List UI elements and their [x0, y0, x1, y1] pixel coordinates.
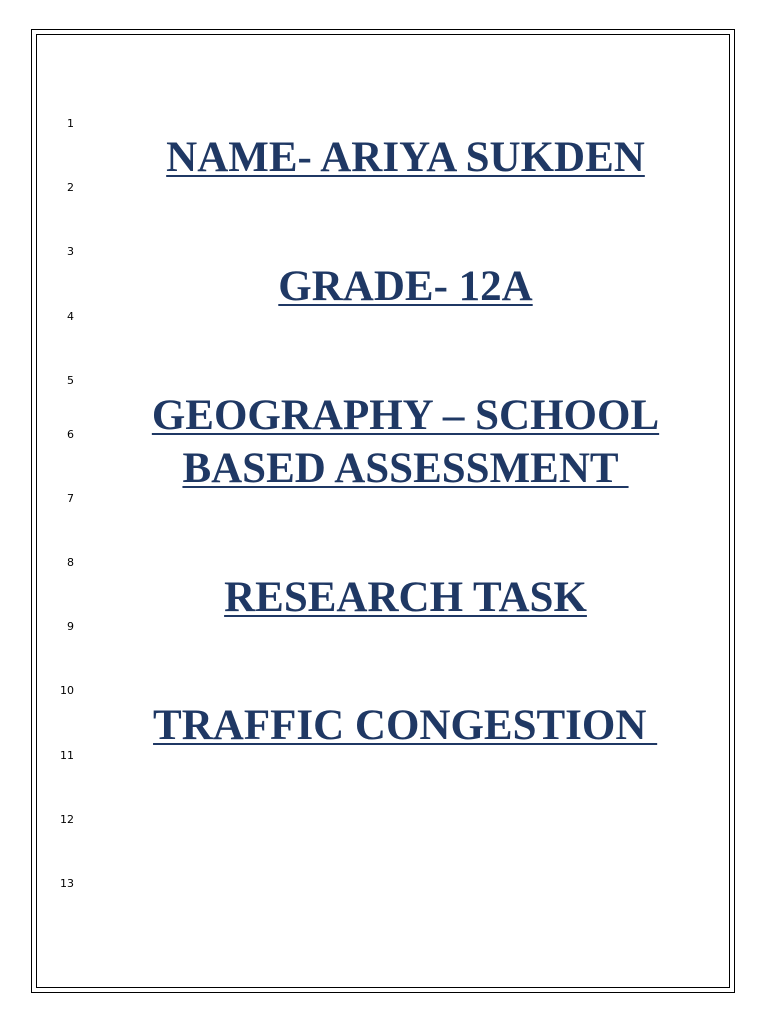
subject-text-line-2: BASED ASSESSMENT [182, 445, 629, 492]
line-number: 12 [60, 813, 74, 826]
grade-heading [60, 222, 708, 351]
student-name-text: NAME- ARIYA SUKDEN [166, 134, 645, 181]
line-number: 3 [67, 245, 74, 258]
task-text: RESEARCH TASK [224, 574, 587, 621]
subject-heading-line-2 [60, 404, 708, 533]
line-number: 5 [67, 374, 74, 387]
topic-heading [60, 661, 708, 790]
line-number: 7 [67, 492, 74, 505]
line-number: 4 [67, 310, 74, 323]
topic-text: TRAFFIC CONGESTION [153, 702, 658, 749]
task-heading [60, 533, 708, 662]
line-number: 1 [67, 117, 74, 130]
line-number: 8 [67, 556, 74, 569]
grade-text: GRADE- 12A [278, 263, 533, 310]
line-number: 11 [60, 749, 74, 762]
line-number: 6 [67, 428, 74, 441]
line-number: 2 [67, 181, 74, 194]
line-number: 13 [60, 877, 74, 890]
line-number: 9 [67, 620, 74, 633]
subject-text-line-1: GEOGRAPHY – SCHOOL [151, 392, 660, 439]
student-name-heading [60, 93, 708, 222]
line-number: 10 [60, 684, 74, 697]
